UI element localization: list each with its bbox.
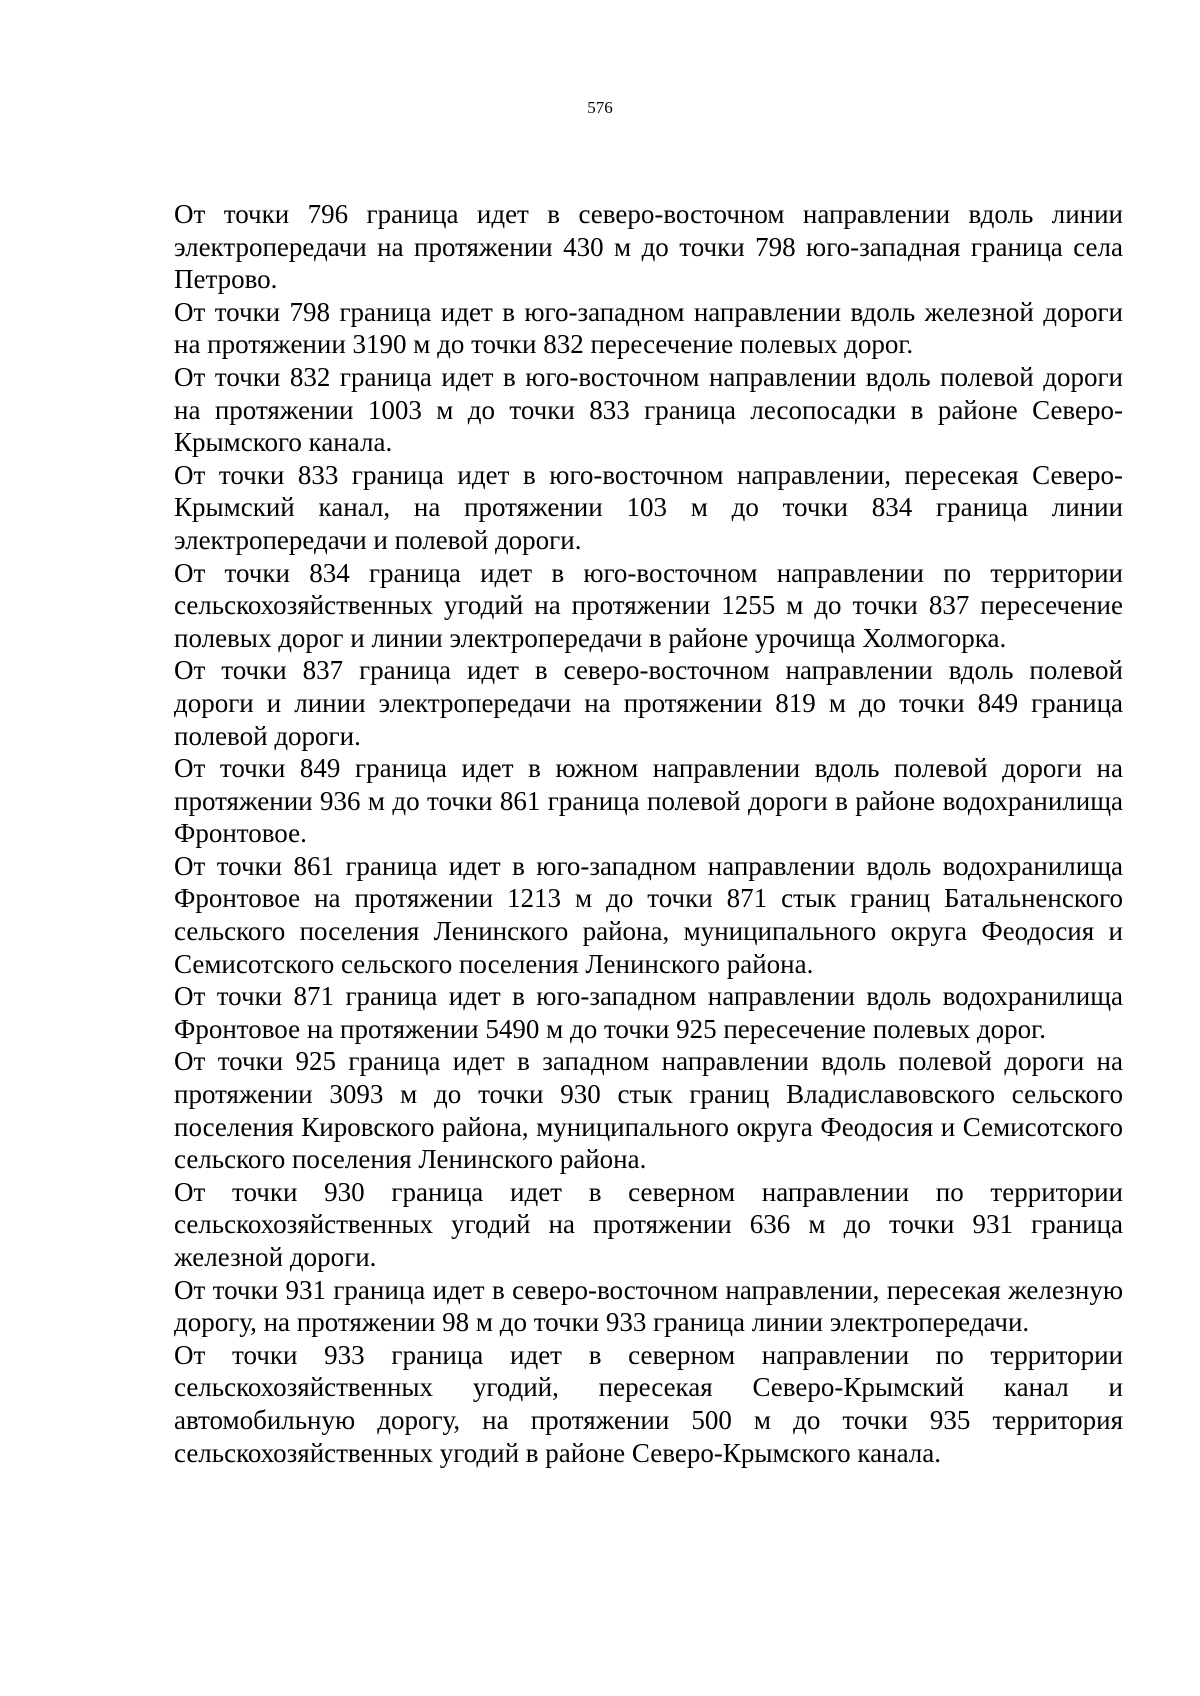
- paragraph-4: От точки 833 граница идет в юго-восточном направлении, пересекая Северо-Крымский канал, на протяжении 103 м до точки 834 граница линии электропередачи и полевой дороги.: [174, 459, 1123, 555]
- paragraph-3: От точки 832 граница идет в юго-восточном направлении вдоль полевой дороги на протяжении 1003 м до точки 833 граница лесопосадки в районе Северо-Крымского канала.: [174, 361, 1123, 458]
- paragraph-12: От точки 931 граница идет в северо-восточном направлении, пересекая железную дорогу, на протяжении 98 м до точки 933 граница линии электропередачи.: [174, 1274, 1123, 1338]
- body-text: [174, 198, 1123, 1469]
- paragraph-13: От точки 933 граница идет в северном направлении по территории сельскохозяйственных угодий, пересекая Северо-Крымский канал и автомобильную дорогу, на протяжении 500 м до точки 935 территория сельскохозяйственных угодий в районе Северо-Крымского канала.: [174, 1339, 1123, 1468]
- paragraph-8: От точки 861 граница идет в юго-западном направлении вдоль водохранилища Фронтовое на протяжении 1213 м до точки 871 стык границ Батальненского сельского поселения Ленинского района, муниципального округа Феодосия и Семисотского сельского поселения Ленинского района.: [174, 850, 1123, 979]
- paragraph-9: От точки 871 граница идет в юго-западном направлении вдоль водохранилища Фронтовое на протяжении 5490 м до точки 925 пересечение полевых дорог.: [174, 981, 1123, 1044]
- paragraph-5: От точки 834 граница идет в юго-восточном направлении по территории сельскохозяйственных угодий на протяжении 1255 м до точки 837 пересечение полевых дорог и линии электропередачи в районе урочища Холмогорка.: [174, 557, 1123, 653]
- paragraph-11: От точки 930 граница идет в северном направлении по территории сельскохозяйственных угодий на протяжении 636 м до точки 931 граница железной дороги.: [174, 1176, 1123, 1272]
- paragraph-7: От точки 849 граница идет в южном направлении вдоль полевой дороги на протяжении 936 м до точки 861 граница полевой дороги в районе водохранилища Фронтовое.: [174, 753, 1123, 849]
- paragraph-6: От точки 837 граница идет в северо-восточном направлении вдоль полевой дороги и линии электропередачи на протяжении 819 м до точки 849 граница полевой дороги.: [174, 655, 1123, 751]
- page-number: 576: [587, 98, 613, 117]
- paragraph-2: От точки 798 граница идет в юго-западном направлении вдоль железной дороги на протяжении 3190 м до точки 832 пересечение полевых дорог.: [174, 296, 1123, 360]
- paragraph-10: От точки 925 граница идет в западном направлении вдоль полевой дороги на протяжении 3093 м до точки 930 стык границ Владиславовского сельского поселения Кировского района, муниципального округа Феодосия и Семисотского сельского поселения Ленинского района.: [174, 1046, 1123, 1175]
- paragraph-1: От точки 796 граница идет в северо-восточном направлении вдоль линии электропередачи на протяжении 430 м до точки 798 юго-западная граница села Петрово.: [174, 199, 1123, 295]
